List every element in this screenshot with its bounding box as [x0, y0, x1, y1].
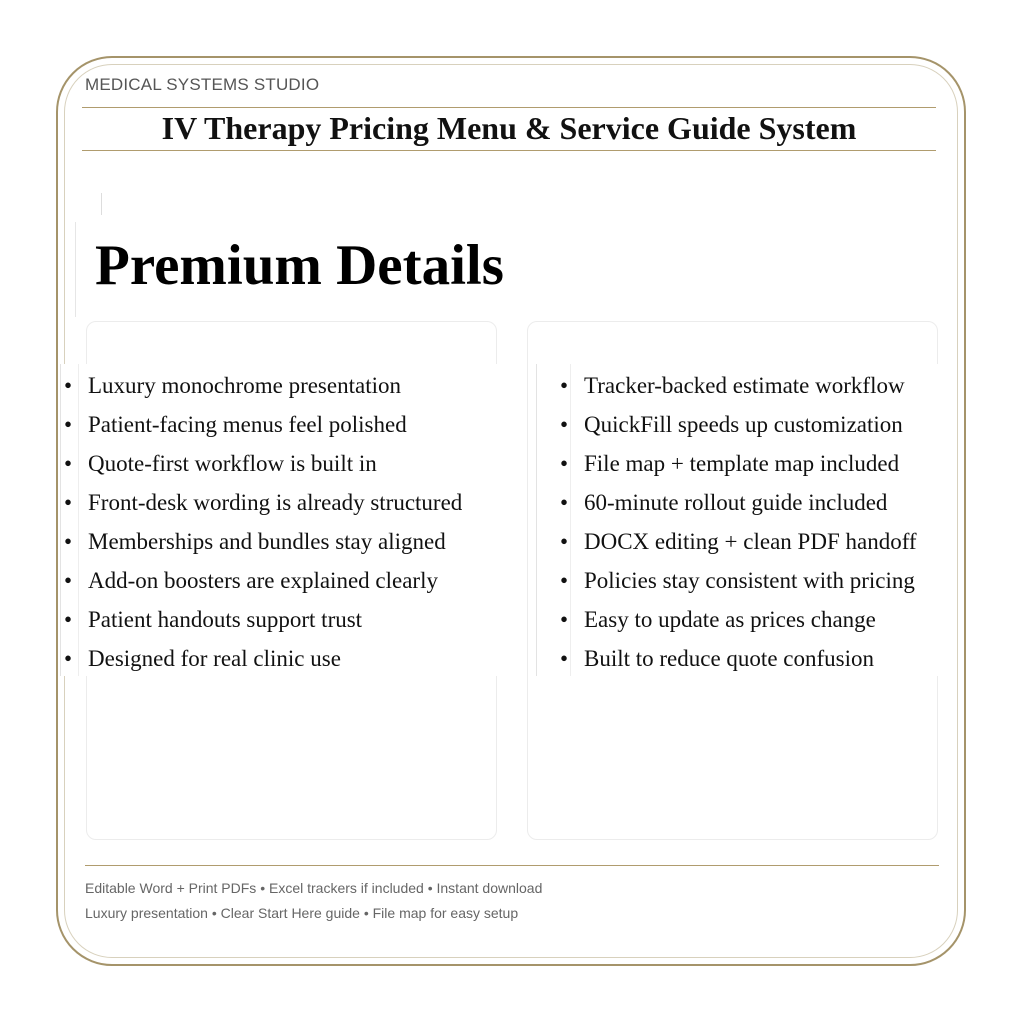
- header-bottom-rule: [82, 150, 936, 151]
- decorative-tick: [101, 193, 102, 215]
- right-feature-list: [560, 366, 917, 678]
- bullet-icon: •: [560, 568, 569, 593]
- bullet-icon: •: [560, 607, 569, 632]
- bullet-icon: •: [64, 607, 73, 632]
- bullet-icon: •: [64, 568, 73, 593]
- list-item: [64, 522, 462, 561]
- footer-line-1: Editable Word + Print PDFs • Excel trackers if included • Instant download: [85, 880, 543, 896]
- list-item: [560, 600, 917, 639]
- list-item: [64, 444, 462, 483]
- brand-label: MEDICAL SYSTEMS STUDIO: [85, 75, 320, 94]
- footer-rule: [85, 865, 939, 866]
- bullet-icon: •: [560, 529, 569, 554]
- list-item-text: Easy to update as prices change: [584, 607, 876, 632]
- bullet-icon: •: [560, 412, 569, 437]
- header-top-rule: [82, 107, 936, 108]
- bullet-icon: •: [64, 646, 73, 671]
- bullet-icon: •: [560, 451, 569, 476]
- list-item-text: Quote-first workflow is built in: [88, 451, 377, 476]
- list-item-text: Add-on boosters are explained clearly: [88, 568, 438, 593]
- list-item: [560, 561, 917, 600]
- bullet-icon: •: [560, 646, 569, 671]
- list-item: [560, 444, 917, 483]
- list-item: [560, 483, 917, 522]
- bullet-icon: •: [64, 412, 73, 437]
- list-item-text: Memberships and bundles stay aligned: [88, 529, 446, 554]
- list-item-text: Built to reduce quote confusion: [584, 646, 874, 671]
- list-item: [64, 483, 462, 522]
- list-item: [64, 366, 462, 405]
- bullet-icon: •: [560, 490, 569, 515]
- list-item: [64, 600, 462, 639]
- list-item: [560, 522, 917, 561]
- bullet-icon: •: [64, 529, 73, 554]
- bullet-icon: •: [64, 490, 73, 515]
- bullet-icon: •: [64, 373, 73, 398]
- list-item-text: 60-minute rollout guide included: [584, 490, 888, 515]
- list-item: [64, 561, 462, 600]
- list-item: [64, 405, 462, 444]
- list-item-text: Luxury monochrome presentation: [88, 373, 401, 398]
- list-item-text: Tracker-backed estimate workflow: [584, 373, 905, 398]
- list-item-text: QuickFill speeds up customization: [584, 412, 903, 437]
- list-item: [560, 366, 917, 405]
- bullet-icon: •: [560, 373, 569, 398]
- document-title: IV Therapy Pricing Menu & Service Guide System: [161, 110, 857, 146]
- list-item-text: Front-desk wording is already structured: [88, 490, 463, 515]
- list-item-text: Patient handouts support trust: [88, 607, 363, 632]
- left-feature-list: [64, 366, 462, 678]
- bullet-icon: •: [64, 451, 73, 476]
- list-item: [64, 639, 462, 678]
- list-item-text: File map + template map included: [584, 451, 900, 476]
- list-item-text: Patient-facing menus feel polished: [88, 412, 407, 437]
- list-item-text: Policies stay consistent with pricing: [584, 568, 915, 593]
- list-item-text: DOCX editing + clean PDF handoff: [584, 529, 917, 554]
- footer-line-2: Luxury presentation • Clear Start Here guide • File map for easy setup: [85, 905, 519, 921]
- section-heading: Premium Details: [95, 234, 504, 297]
- decorative-side-line: [75, 222, 76, 317]
- list-item-text: Designed for real clinic use: [88, 646, 341, 671]
- list-item: [560, 639, 917, 678]
- list-item: [560, 405, 917, 444]
